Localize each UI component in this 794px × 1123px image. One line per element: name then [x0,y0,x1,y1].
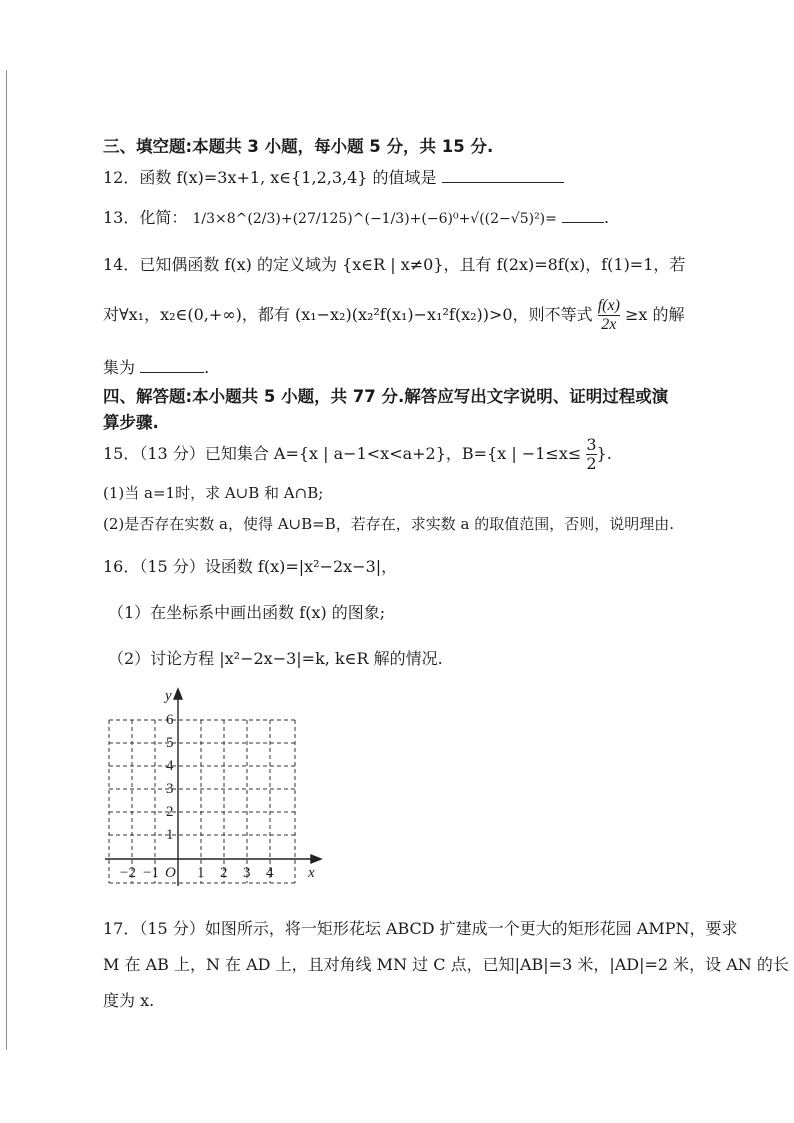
q12-answer-blank [442,168,564,183]
question-17-line1 [103,916,737,939]
q16-part2: （2）讨论方程 |x²−2x−3|=k, k∈R 解的情况. [108,649,443,668]
x-tick-4: 4 [266,865,274,881]
question-14-line3 [103,355,209,378]
question-13 [103,205,609,228]
x-axis-label: x [308,865,315,881]
y-axis-arrow [174,689,182,699]
axes [105,689,321,886]
section3-title: 三、填空题:本题共 3 小题，每小题 5 分，共 15 分. [103,137,494,156]
q14-line1: 已知偶函数 f(x) 的定义域为 {x∈R | x≠0}，且有 f(2x)=8f(x)，f(1)=1，若 [139,255,686,274]
q14-frac-num: f(x) [597,297,620,314]
q15-text: （13 分）已知集合 A={x | a−1<x<a+2}，B={x | −1≤x≤ [139,444,582,463]
coordinate-grid [105,686,330,891]
y-axis-label: y [165,688,172,704]
y-tick-6: 6 [166,712,174,728]
section4-title-line2: 算步骤. [103,413,159,432]
q14-line3: 集为 [103,358,136,377]
q16-part1: （1）在坐标系中画出函数 f(x) 的图象; [108,603,386,622]
x-tick-3: 3 [243,865,251,881]
q15-frac-num: 3 [586,435,597,454]
q17-line1: （15 分）如图所示，将一矩形花坛 ABCD 扩建成一个更大的矩形花园 AMPN，要求 [139,919,738,938]
q13-number: 13． [103,208,140,227]
q13-label: 化简： [139,208,188,227]
x-tick-neg1: −1 [143,865,159,881]
x-tick-neg2: −2 [120,865,136,881]
q14-frac-den: 2x [601,316,617,333]
q15-frac-den: 2 [586,454,597,473]
y-tick-5: 5 [166,735,174,751]
q16-text: （15 分）设函数 f(x)=|x²−2x−3|， [139,557,398,576]
section4-title-line1: 四、解答题:本小题共 5 小题，共 77 分.解答应写出文字说明、证明过程或演 [103,387,669,406]
q14-line3-end: . [204,358,210,377]
question-14-line1 [103,252,685,275]
q12-text: 函数 f(x)=3x+1, x∈{1,2,3,4} 的值域是 [139,168,437,187]
q15-text-end: }. [596,444,612,463]
q15-number: 15． [103,444,140,463]
q14-number: 14． [103,255,140,274]
q15-part1: (1)当 a=1时，求 A∪B 和 A∩B; [103,484,324,502]
y-tick-1: 1 [166,827,174,843]
y-tick-4: 4 [166,758,174,774]
q15-fraction [586,436,596,473]
y-tick-2: 2 [166,804,174,820]
q16-number: 16． [103,557,140,576]
q12-number: 12． [103,168,140,187]
page-edge [6,70,7,1050]
origin-label: O [165,865,176,881]
q13-end: . [603,208,610,227]
x-tick-2: 2 [220,865,228,881]
y-tick-3: 3 [166,781,174,797]
q17-number: 17． [103,919,140,938]
x-axis-arrow [311,855,321,863]
q17-line2: M 在 AB 上，N 在 AD 上，且对角线 MN 过 C 点，已知|AB|=3 米，|AD|=2 米，设 AN 的长 [103,955,789,974]
q14-line2b: ≥x 的解 [624,305,685,324]
q14-answer-blank [140,358,204,373]
q14-fraction [598,297,620,334]
q17-line3: 度为 x. [103,991,155,1010]
q13-answer-blank [562,208,604,223]
q14-line2a: 对∀x₁，x₂∈(0,+∞)，都有 (x₁−x₂)(x₂²f(x₁)−x₁²f(x₂))>0，则不等式 [103,305,593,324]
question-15 [103,436,612,473]
q13-expression: 1/3×8^(2/3)+(27/125)^(−1/3)+(−6)⁰+√((2−√5)²)= [192,211,557,227]
x-tick-1: 1 [197,865,205,881]
q15-part2: (2)是否存在实数 a，使得 A∪B=B，若存在，求实数 a 的取值范围，否则，说明理由. [103,515,674,533]
question-14-line2 [103,297,685,334]
question-16 [103,554,397,577]
question-12 [103,165,564,188]
